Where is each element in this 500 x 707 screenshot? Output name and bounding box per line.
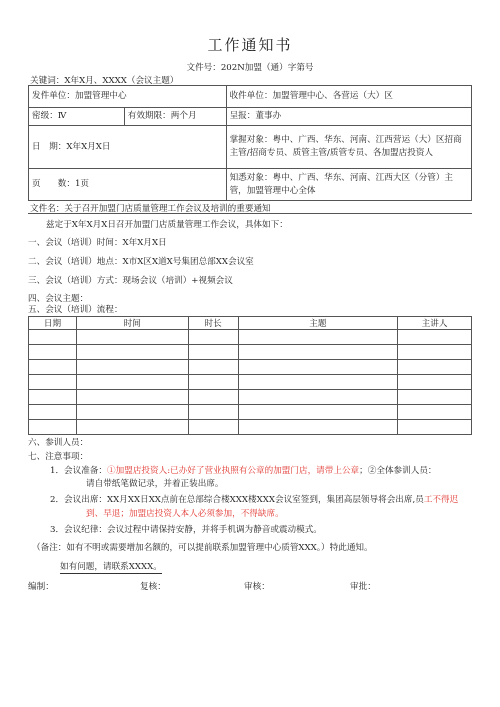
process-header-duration: 时长 (188, 317, 238, 330)
note-3: 3．会议纪律：会议过程中请保持安静，并将手机调为静音或震动模式。 (50, 525, 322, 535)
process-cell-date (29, 390, 77, 405)
signature-reviewer: 复核： (140, 582, 166, 592)
process-cell-date (29, 405, 77, 420)
page-title: 工作通知书 (207, 36, 293, 54)
item-notes: 七、注意事项： (28, 452, 89, 462)
process-cell-speaker (398, 405, 472, 420)
process-cell-duration (188, 405, 238, 420)
process-cell-duration (188, 420, 238, 435)
report-to-cell: 呈报：董事办 (226, 108, 471, 126)
process-cell-date (29, 345, 77, 360)
process-header-topic: 主题 (238, 317, 398, 330)
item-location: 二、会议（培训）地点：X市X区X道X号集团总部XX会议室 (28, 257, 254, 267)
process-cell-topic (238, 375, 398, 390)
keywords: 关键词：X年X月、XXXX（会议主题） (30, 76, 179, 86)
process-cell-speaker (398, 345, 472, 360)
note-2-highlight-b: 到、早退；加盟店投资人本人必须参加，不得缺席。 (86, 509, 284, 519)
pages-cell: 页 数：1页 (29, 169, 227, 201)
secret-level-cell: 密级：Ⅳ (29, 108, 125, 126)
process-cell-topic (238, 405, 398, 420)
process-cell-date (29, 420, 77, 435)
process-row (29, 360, 472, 375)
item-time: 一、会议（培训）时间：X年X月X日 (28, 238, 167, 248)
note-1-suffix: ；②全体参训人员： (359, 466, 437, 476)
sender-cell: 发件单位：加盟管理中心 (29, 86, 227, 108)
validity-cell: 有效期限：两个月 (124, 108, 226, 126)
note-1-prefix: 1．会议准备： (50, 466, 108, 476)
note-1-line2: 请自带纸笔做记录，并着正装出席。 (86, 479, 224, 489)
process-cell-time (76, 390, 188, 405)
process-cell-date (29, 375, 77, 390)
header-table (28, 85, 472, 201)
process-header-time: 时间 (76, 317, 188, 330)
process-cell-speaker (398, 360, 472, 375)
process-cell-topic (238, 345, 398, 360)
item-process: 五、会议（培训）流程： (28, 305, 123, 315)
process-cell-duration (188, 390, 238, 405)
process-cell-topic (238, 390, 398, 405)
contact-line: 如有问题，请联系XXXX。 (60, 562, 162, 572)
note-1-highlight: ①加盟店投资人:已办好了营业执照有公章的加盟门店，请带上公章 (107, 466, 360, 476)
process-cell-speaker (398, 390, 472, 405)
process-row (29, 390, 472, 405)
process-cell-topic (238, 360, 398, 375)
item-topic: 四、会议主题： (28, 294, 89, 304)
process-cell-topic (238, 420, 398, 435)
process-cell-duration (188, 375, 238, 390)
process-row (29, 330, 472, 345)
item-participants: 六、参训人员： (28, 438, 89, 448)
note-2-highlight-a: 工不得迟 (423, 495, 459, 505)
process-cell-time (76, 330, 188, 345)
process-cell-speaker (398, 420, 472, 435)
process-cell-date (29, 330, 77, 345)
intro-text: 兹定于X年X月X日召开加盟门店质量管理工作会议，具体如下： (46, 220, 288, 230)
item-method: 三、会议（培训）方式：现场会议（培训）+视频会议 (28, 276, 233, 286)
process-table (28, 316, 472, 435)
note-2-prefix: 2．会议出席：XX月XX日XX点前在总部综合楼XXX楼XXX会议室签到，集团高层领导将会出席,员 (50, 495, 424, 505)
process-header-date: 日期 (29, 317, 77, 330)
process-cell-topic (238, 330, 398, 345)
process-cell-time (76, 345, 188, 360)
process-header-speaker: 主讲人 (398, 317, 472, 330)
signature-approver: 审批： (350, 582, 376, 592)
process-cell-time (76, 420, 188, 435)
process-cell-speaker (398, 375, 472, 390)
receiver-cell: 收件单位：加盟管理中心、各营运（大）区 (226, 86, 471, 108)
process-cell-time (76, 405, 188, 420)
process-cell-speaker (398, 330, 472, 345)
note-2 (50, 494, 458, 506)
process-cell-duration (188, 330, 238, 345)
process-row (29, 345, 472, 360)
inform-target-cell: 知悉对象：粤中、广西、华东、河南、江西大区（分管）主管，加盟管理中心全体 (226, 169, 471, 201)
date-cell: 日 期：X年X月X日 (29, 126, 227, 169)
process-row (29, 375, 472, 390)
signature-auditor: 审核： (244, 582, 270, 592)
process-cell-time (76, 360, 188, 375)
process-cell-date (29, 360, 77, 375)
signature-editor: 编制： (28, 582, 54, 592)
divider (28, 213, 472, 214)
note-1 (50, 465, 437, 477)
process-cell-time (76, 375, 188, 390)
control-target-cell: 掌握对象：粤中、广西、华东、河南、江西营运（大）区招商主管/招商专员、质管主管/质管专员、各加盟店投资人 (226, 126, 471, 169)
process-row (29, 420, 472, 435)
process-cell-duration (188, 360, 238, 375)
file-name: 文件名：关于召开加盟门店质量管理工作会议及培训的重要通知 (30, 204, 271, 214)
remark: （备注：如有不明或需要增加名额的，可以提前联系加盟管理中心质管XXX。）特此通知。 (32, 543, 373, 553)
process-cell-duration (188, 345, 238, 360)
document-number: 文件号：202N加盟（通）字第号 (186, 63, 314, 73)
process-row (29, 405, 472, 420)
